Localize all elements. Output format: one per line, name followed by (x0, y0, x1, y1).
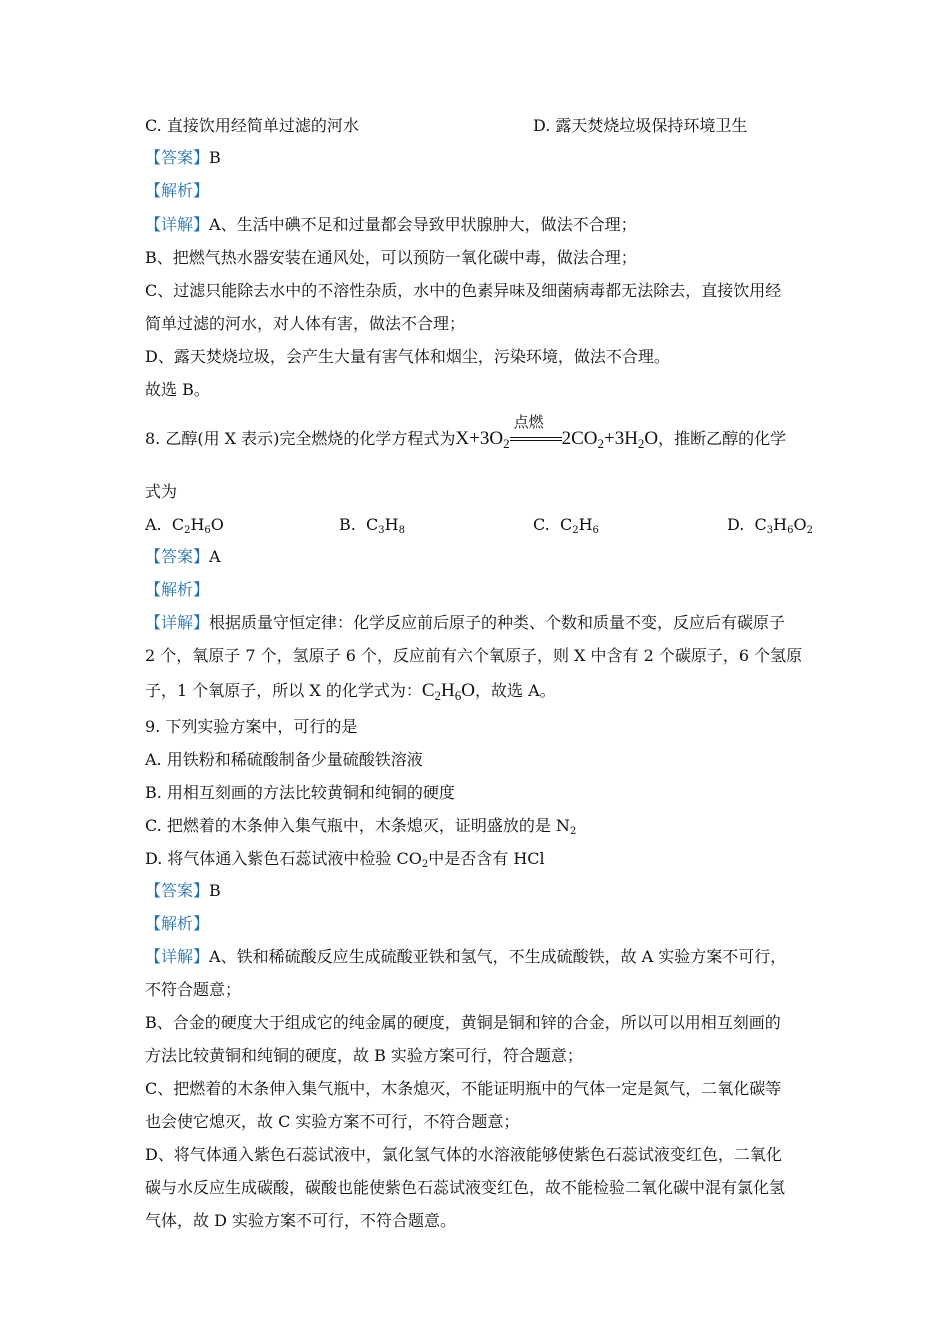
q7-detail-c-line1: C、过滤只能除去水中的不溶性杂质，水中的色素异味及细菌病毒都无法除去，直接饮用经 (145, 281, 782, 300)
ethanol-formula: $C_2H_6O$ (421, 680, 475, 703)
q9-detail-d-line2: 碳与水反应生成碳酸，碳酸也能使紫色石蕊试液变红色，故不能检验二氧化碳中混有氯化氢 (145, 1178, 786, 1197)
detail-tag: 【详解】 (145, 215, 210, 234)
answer-tag: 【答案】 (145, 148, 210, 167)
q8-stem: 8. 乙醇(用 X 表示)完全燃烧的化学方程式为$X+3O_2$ 点燃 $2CO_2+3H_2O$，推断乙醇的化学 (145, 426, 786, 457)
q7-detail-d: D、露天焚烧垃圾，会产生大量有害气体和烟尘，污染环境，做法不合理。 (145, 347, 670, 366)
q7-analysis-tag: 【解析】 (145, 181, 210, 200)
q9-detail-d-line1: D、将气体通入紫色石蕊试液中，氯化氢气体的水溶液能够使紫色石蕊试液变红色，二氧化 (145, 1145, 782, 1164)
q7-option-d: D. 露天焚烧垃圾保持环境卫生 (533, 116, 748, 135)
detail-tag: 【详解】 (145, 947, 210, 966)
q8-option-c: C. $C_2H_6$ (533, 515, 599, 536)
q7-option-c: C. 直接饮用经简单过滤的河水 (145, 116, 359, 135)
reaction-condition: 点燃 (513, 412, 544, 431)
q9-detail-d-line3: 气体，故 D 实验方案不可行，不符合题意。 (145, 1211, 457, 1230)
q9-detail-b-line2: 方法比较黄铜和纯铜的硬度，故 B 实验方案可行，符合题意； (145, 1046, 583, 1065)
q7-detail-c-line2: 简单过滤的河水，对人体有害，做法不合理； (145, 314, 466, 333)
q8-option-a: A. $C_2H_6O$ (145, 515, 224, 536)
detail-tag: 【详解】 (145, 613, 210, 632)
q9-option-c: C. 把燃着的木条伸入集气瓶中，木条熄灭，证明盛放的是 $N_2$ (145, 816, 577, 837)
q9-detail-a-line1: 【详解】A、铁和稀硫酸反应生成硫酸亚铁和氢气，不生成硫酸铁，故 A 实验方案不可行， (145, 947, 787, 966)
q8-analysis-tag: 【解析】 (145, 580, 210, 599)
q9-analysis-tag: 【解析】 (145, 914, 210, 933)
q9-detail-a-line2: 不符合题意； (145, 980, 242, 999)
answer-tag: 【答案】 (145, 547, 210, 566)
q7-answer: B (209, 148, 221, 167)
answer-tag: 【答案】 (145, 881, 210, 900)
q8-detail-line3: 子，1 个氧原子，所以 X 的化学式为：$C_2H_6O$，故选 A。 (145, 680, 556, 703)
q9-option-b: B. 用相互刻画的方法比较黄铜和纯铜的硬度 (145, 783, 455, 802)
q9-stem: 9. 下列实验方案中，可行的是 (145, 717, 358, 736)
q8-option-b: B. $C_3H_8$ (339, 515, 405, 536)
q7-detail-b: B、把燃气热水器安装在通风处，可以预防一氧化碳中毒，做法合理； (145, 248, 637, 267)
q8-answer-line (145, 546, 221, 568)
q9-answer-line (145, 880, 221, 902)
q7-answer-line (145, 147, 221, 169)
q7-conclusion: 故选 B。 (145, 380, 210, 399)
q9-detail-c-line2: 也会使它熄灭，故 C 实验方案不可行，不符合题意； (145, 1112, 520, 1131)
q8-detail-line1: 【详解】根据质量守恒定律：化学反应前后原子的种类、个数和质量不变，反应后有碳原子 (145, 613, 786, 632)
q9-detail-b-line1: B、合金的硬度大于组成它的纯金属的硬度，黄铜是铜和锌的合金，所以可以用相互刻画的 (145, 1013, 781, 1032)
q8-detail-line2: 2 个，氧原子 7 个，氢原子 6 个，反应前有六个氧原子，则 X 中含有 2 个碳原子，6 个氢原 (145, 646, 803, 665)
combustion-equation: $X+3O_2$ 点燃 $2CO_2+3H_2O$ (455, 428, 658, 449)
q7-detail-a: 【详解】A、生活中碘不足和过量都会导致甲状腺肿大，做法不合理； (145, 215, 637, 234)
q8-answer: A (209, 547, 221, 566)
reaction-arrow (510, 412, 562, 451)
q9-answer: B (209, 881, 221, 900)
q8-stem-line2: 式为 (145, 482, 178, 501)
q9-option-a: A. 用铁粉和稀硫酸制备少量硫酸铁溶液 (145, 750, 423, 769)
q9-option-d: D. 将气体通入紫色石蕊试液中检验 $CO_2$中是否含有 HCl (145, 849, 545, 870)
q8-option-d: D. $C_3H_6O_2$ (727, 515, 813, 536)
q9-detail-c-line1: C、把燃着的木条伸入集气瓶中，木条熄灭，不能证明瓶中的气体一定是氮气，二氧化碳等 (145, 1079, 782, 1098)
